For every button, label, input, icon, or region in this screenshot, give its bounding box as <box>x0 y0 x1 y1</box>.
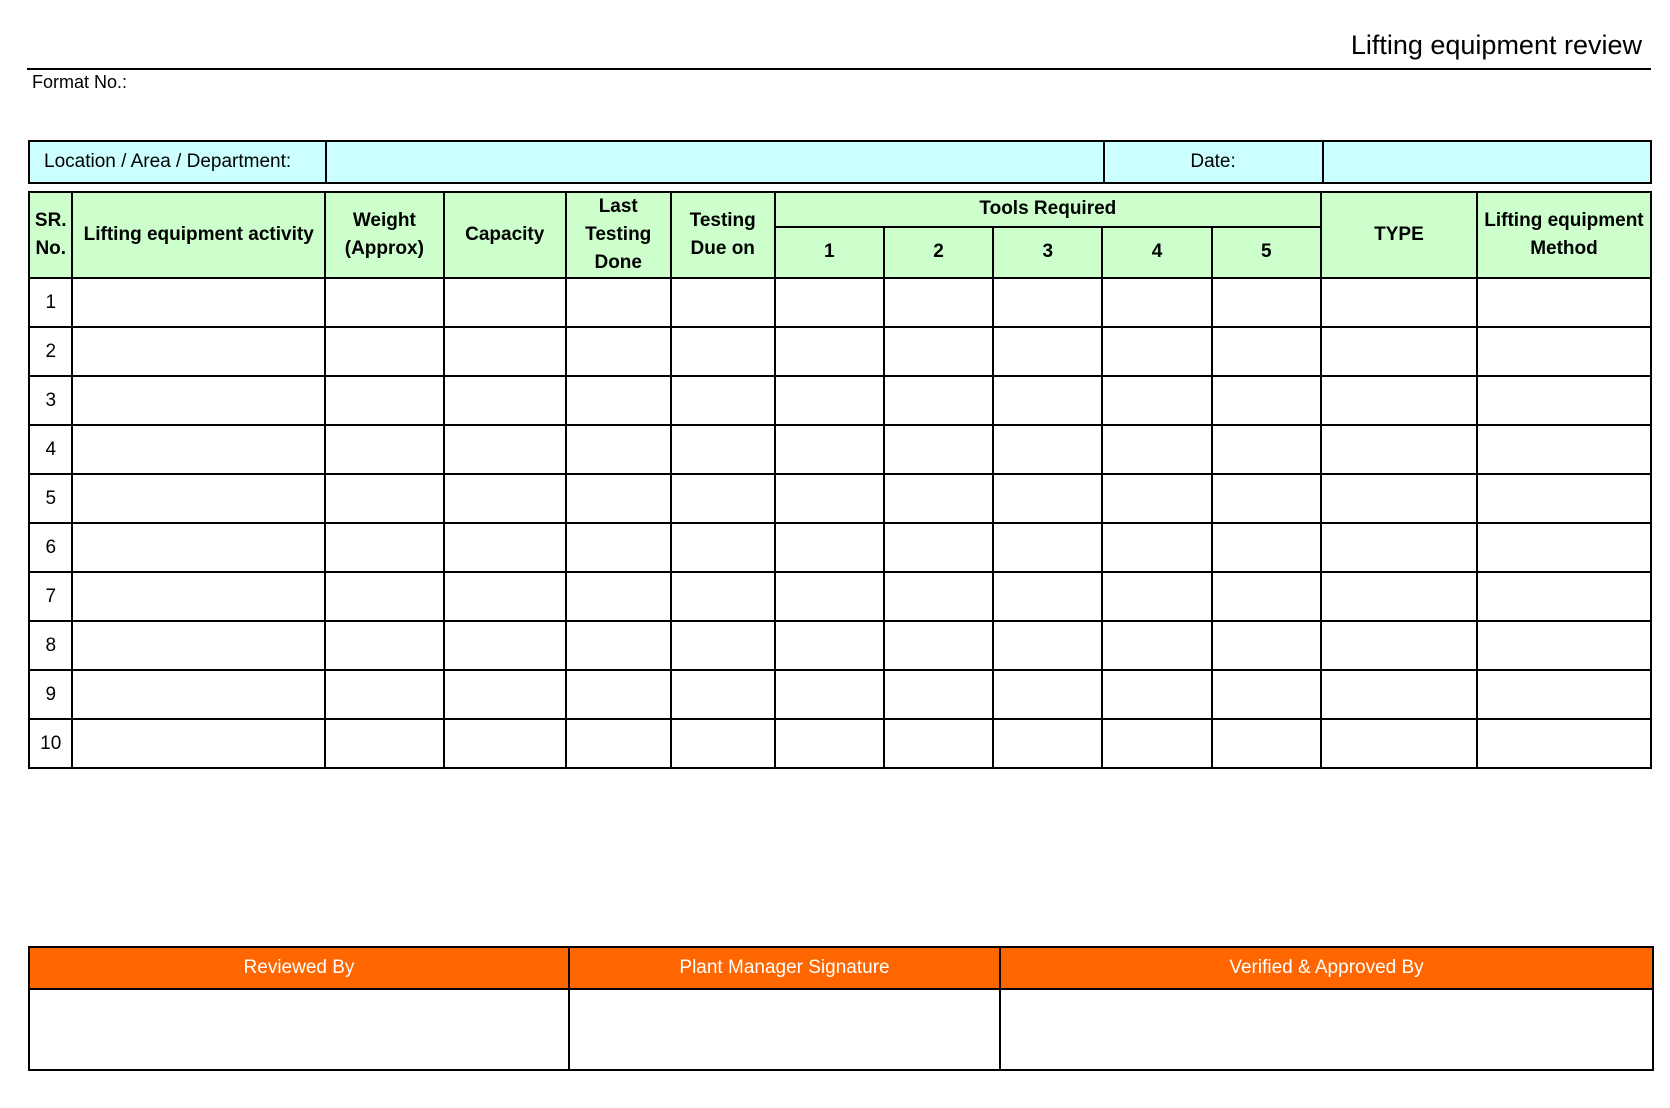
header-testing-due: Testing Due on <box>671 192 775 278</box>
method-cell[interactable] <box>1477 278 1651 327</box>
capacity-cell[interactable] <box>444 376 566 425</box>
weight-cell[interactable] <box>325 621 444 670</box>
tool-5-cell[interactable] <box>1212 425 1321 474</box>
tool-5-cell[interactable] <box>1212 621 1321 670</box>
tool-3-cell[interactable] <box>993 523 1102 572</box>
activity-cell[interactable] <box>72 327 324 376</box>
tool-2-cell[interactable] <box>884 327 993 376</box>
activity-cell[interactable] <box>72 278 324 327</box>
verified-approved-field[interactable] <box>1000 989 1653 1070</box>
sr-no-cell: 8 <box>29 621 72 670</box>
type-cell[interactable] <box>1321 523 1477 572</box>
testing-due-cell[interactable] <box>671 621 775 670</box>
tool-1-cell[interactable] <box>775 474 884 523</box>
weight-cell[interactable] <box>325 376 444 425</box>
tool-4-cell[interactable] <box>1102 670 1211 719</box>
tool-4-cell[interactable] <box>1102 376 1211 425</box>
table-row <box>29 523 1651 572</box>
testing-due-cell[interactable] <box>671 425 775 474</box>
weight-cell[interactable] <box>325 278 444 327</box>
location-date-table <box>28 140 1652 184</box>
type-cell[interactable] <box>1321 425 1477 474</box>
method-cell[interactable] <box>1477 523 1651 572</box>
tool-5-cell[interactable] <box>1212 474 1321 523</box>
tool-1-cell[interactable] <box>775 278 884 327</box>
header-tools-required: Tools Required <box>775 192 1321 227</box>
date-label: Date: <box>1104 141 1323 183</box>
tool-4-cell[interactable] <box>1102 621 1211 670</box>
tool-1-cell[interactable] <box>775 425 884 474</box>
method-cell[interactable] <box>1477 719 1651 768</box>
weight-cell[interactable] <box>325 523 444 572</box>
last-testing-cell[interactable] <box>566 327 671 376</box>
method-cell[interactable] <box>1477 621 1651 670</box>
tool-3-cell[interactable] <box>993 572 1102 621</box>
tool-4-cell[interactable] <box>1102 474 1211 523</box>
tool-3-cell[interactable] <box>993 719 1102 768</box>
tool-1-cell[interactable] <box>775 327 884 376</box>
header-tool-5: 5 <box>1212 227 1321 278</box>
method-cell[interactable] <box>1477 474 1651 523</box>
location-date-row <box>29 141 1651 183</box>
weight-cell[interactable] <box>325 474 444 523</box>
tool-2-cell[interactable] <box>884 425 993 474</box>
tool-5-cell[interactable] <box>1212 327 1321 376</box>
tool-2-cell[interactable] <box>884 523 993 572</box>
tool-2-cell[interactable] <box>884 719 993 768</box>
sr-no-cell: 5 <box>29 474 72 523</box>
header-activity: Lifting equipment activity <box>72 192 324 278</box>
sr-no-cell: 3 <box>29 376 72 425</box>
type-cell[interactable] <box>1321 572 1477 621</box>
tool-4-cell[interactable] <box>1102 278 1211 327</box>
weight-cell[interactable] <box>325 425 444 474</box>
header-tool-2: 2 <box>884 227 993 278</box>
activity-cell[interactable] <box>72 376 324 425</box>
signature-row <box>29 989 1653 1070</box>
reviewed-by-header: Reviewed By <box>29 947 569 989</box>
tool-4-cell[interactable] <box>1102 719 1211 768</box>
last-testing-cell[interactable] <box>566 474 671 523</box>
testing-due-cell[interactable] <box>671 670 775 719</box>
capacity-cell[interactable] <box>444 278 566 327</box>
tool-1-cell[interactable] <box>775 621 884 670</box>
type-cell[interactable] <box>1321 719 1477 768</box>
testing-due-cell[interactable] <box>671 376 775 425</box>
tool-5-cell[interactable] <box>1212 278 1321 327</box>
capacity-cell[interactable] <box>444 670 566 719</box>
method-cell[interactable] <box>1477 572 1651 621</box>
verified-approved-header: Verified & Approved By <box>1000 947 1653 989</box>
method-cell[interactable] <box>1477 425 1651 474</box>
weight-cell[interactable] <box>325 719 444 768</box>
location-label: Location / Area / Department: <box>29 141 326 183</box>
table-row <box>29 425 1651 474</box>
activity-cell[interactable] <box>72 719 324 768</box>
title-divider <box>27 68 1651 70</box>
activity-cell[interactable] <box>72 670 324 719</box>
last-testing-cell[interactable] <box>566 670 671 719</box>
capacity-cell[interactable] <box>444 719 566 768</box>
activity-cell[interactable] <box>72 621 324 670</box>
header-row <box>29 192 1651 227</box>
table-row <box>29 670 1651 719</box>
type-cell[interactable] <box>1321 621 1477 670</box>
date-field[interactable] <box>1323 141 1651 183</box>
table-row <box>29 719 1651 768</box>
capacity-cell[interactable] <box>444 425 566 474</box>
type-cell[interactable] <box>1321 376 1477 425</box>
format-number-label: Format No.: <box>32 72 128 92</box>
weight-cell[interactable] <box>325 670 444 719</box>
tool-3-cell[interactable] <box>993 425 1102 474</box>
tool-2-cell[interactable] <box>884 474 993 523</box>
sr-no-cell: 7 <box>29 572 72 621</box>
tool-2-cell[interactable] <box>884 670 993 719</box>
tool-4-cell[interactable] <box>1102 327 1211 376</box>
type-cell[interactable] <box>1321 670 1477 719</box>
last-testing-cell[interactable] <box>566 376 671 425</box>
activity-cell[interactable] <box>72 572 324 621</box>
tool-3-cell[interactable] <box>993 621 1102 670</box>
plant-manager-signature-header: Plant Manager Signature <box>569 947 1000 989</box>
last-testing-cell[interactable] <box>566 425 671 474</box>
reviewed-by-field[interactable] <box>29 989 569 1070</box>
tool-3-cell[interactable] <box>993 278 1102 327</box>
table-row <box>29 621 1651 670</box>
tool-3-cell[interactable] <box>993 327 1102 376</box>
capacity-cell[interactable] <box>444 327 566 376</box>
header-type: TYPE <box>1321 192 1477 278</box>
tool-5-cell[interactable] <box>1212 670 1321 719</box>
header-last-testing: Last Testing Done <box>566 192 671 278</box>
tool-1-cell[interactable] <box>775 376 884 425</box>
tool-4-cell[interactable] <box>1102 425 1211 474</box>
method-cell[interactable] <box>1477 376 1651 425</box>
sr-no-cell: 6 <box>29 523 72 572</box>
testing-due-cell[interactable] <box>671 523 775 572</box>
testing-due-cell[interactable] <box>671 572 775 621</box>
type-cell[interactable] <box>1321 278 1477 327</box>
sr-no-cell: 1 <box>29 278 72 327</box>
capacity-cell[interactable] <box>444 621 566 670</box>
tool-5-cell[interactable] <box>1212 719 1321 768</box>
activity-cell[interactable] <box>72 474 324 523</box>
table-row <box>29 572 1651 621</box>
table-row <box>29 327 1651 376</box>
header-method: Lifting equipment Method <box>1477 192 1651 278</box>
tool-2-cell[interactable] <box>884 621 993 670</box>
header-tool-3: 3 <box>993 227 1102 278</box>
capacity-cell[interactable] <box>444 572 566 621</box>
tool-4-cell[interactable] <box>1102 572 1211 621</box>
last-testing-cell[interactable] <box>566 572 671 621</box>
tool-1-cell[interactable] <box>775 670 884 719</box>
last-testing-cell[interactable] <box>566 278 671 327</box>
activity-cell[interactable] <box>72 425 324 474</box>
tool-5-cell[interactable] <box>1212 572 1321 621</box>
sr-no-cell: 4 <box>29 425 72 474</box>
activity-cell[interactable] <box>72 523 324 572</box>
testing-due-cell[interactable] <box>671 474 775 523</box>
tool-4-cell[interactable] <box>1102 523 1211 572</box>
table-body <box>29 278 1651 768</box>
header-weight: Weight (Approx) <box>325 192 444 278</box>
tool-1-cell[interactable] <box>775 523 884 572</box>
tool-1-cell[interactable] <box>775 572 884 621</box>
sr-no-cell: 9 <box>29 670 72 719</box>
location-field[interactable] <box>326 141 1104 183</box>
tool-2-cell[interactable] <box>884 278 993 327</box>
tool-5-cell[interactable] <box>1212 376 1321 425</box>
signature-header-row <box>29 947 1653 989</box>
header-tool-4: 4 <box>1102 227 1211 278</box>
table-row <box>29 474 1651 523</box>
document-title: Lifting equipment review <box>1350 30 1642 60</box>
equipment-review-table <box>28 191 1652 769</box>
tool-5-cell[interactable] <box>1212 523 1321 572</box>
plant-manager-signature-field[interactable] <box>569 989 1000 1070</box>
sr-no-cell: 10 <box>29 719 72 768</box>
last-testing-cell[interactable] <box>566 523 671 572</box>
header-tool-1: 1 <box>775 227 884 278</box>
testing-due-cell[interactable] <box>671 719 775 768</box>
testing-due-cell[interactable] <box>671 278 775 327</box>
capacity-cell[interactable] <box>444 474 566 523</box>
tool-3-cell[interactable] <box>993 474 1102 523</box>
tool-2-cell[interactable] <box>884 376 993 425</box>
type-cell[interactable] <box>1321 327 1477 376</box>
method-cell[interactable] <box>1477 327 1651 376</box>
tool-2-cell[interactable] <box>884 572 993 621</box>
tool-3-cell[interactable] <box>993 376 1102 425</box>
testing-due-cell[interactable] <box>671 327 775 376</box>
sr-no-cell: 2 <box>29 327 72 376</box>
last-testing-cell[interactable] <box>566 719 671 768</box>
header-capacity: Capacity <box>444 192 566 278</box>
table-row <box>29 376 1651 425</box>
capacity-cell[interactable] <box>444 523 566 572</box>
last-testing-cell[interactable] <box>566 621 671 670</box>
header-sr-no: SR. No. <box>29 192 72 278</box>
tool-3-cell[interactable] <box>993 670 1102 719</box>
weight-cell[interactable] <box>325 327 444 376</box>
table-row <box>29 278 1651 327</box>
weight-cell[interactable] <box>325 572 444 621</box>
type-cell[interactable] <box>1321 474 1477 523</box>
tool-1-cell[interactable] <box>775 719 884 768</box>
signature-table <box>28 946 1654 1071</box>
method-cell[interactable] <box>1477 670 1651 719</box>
